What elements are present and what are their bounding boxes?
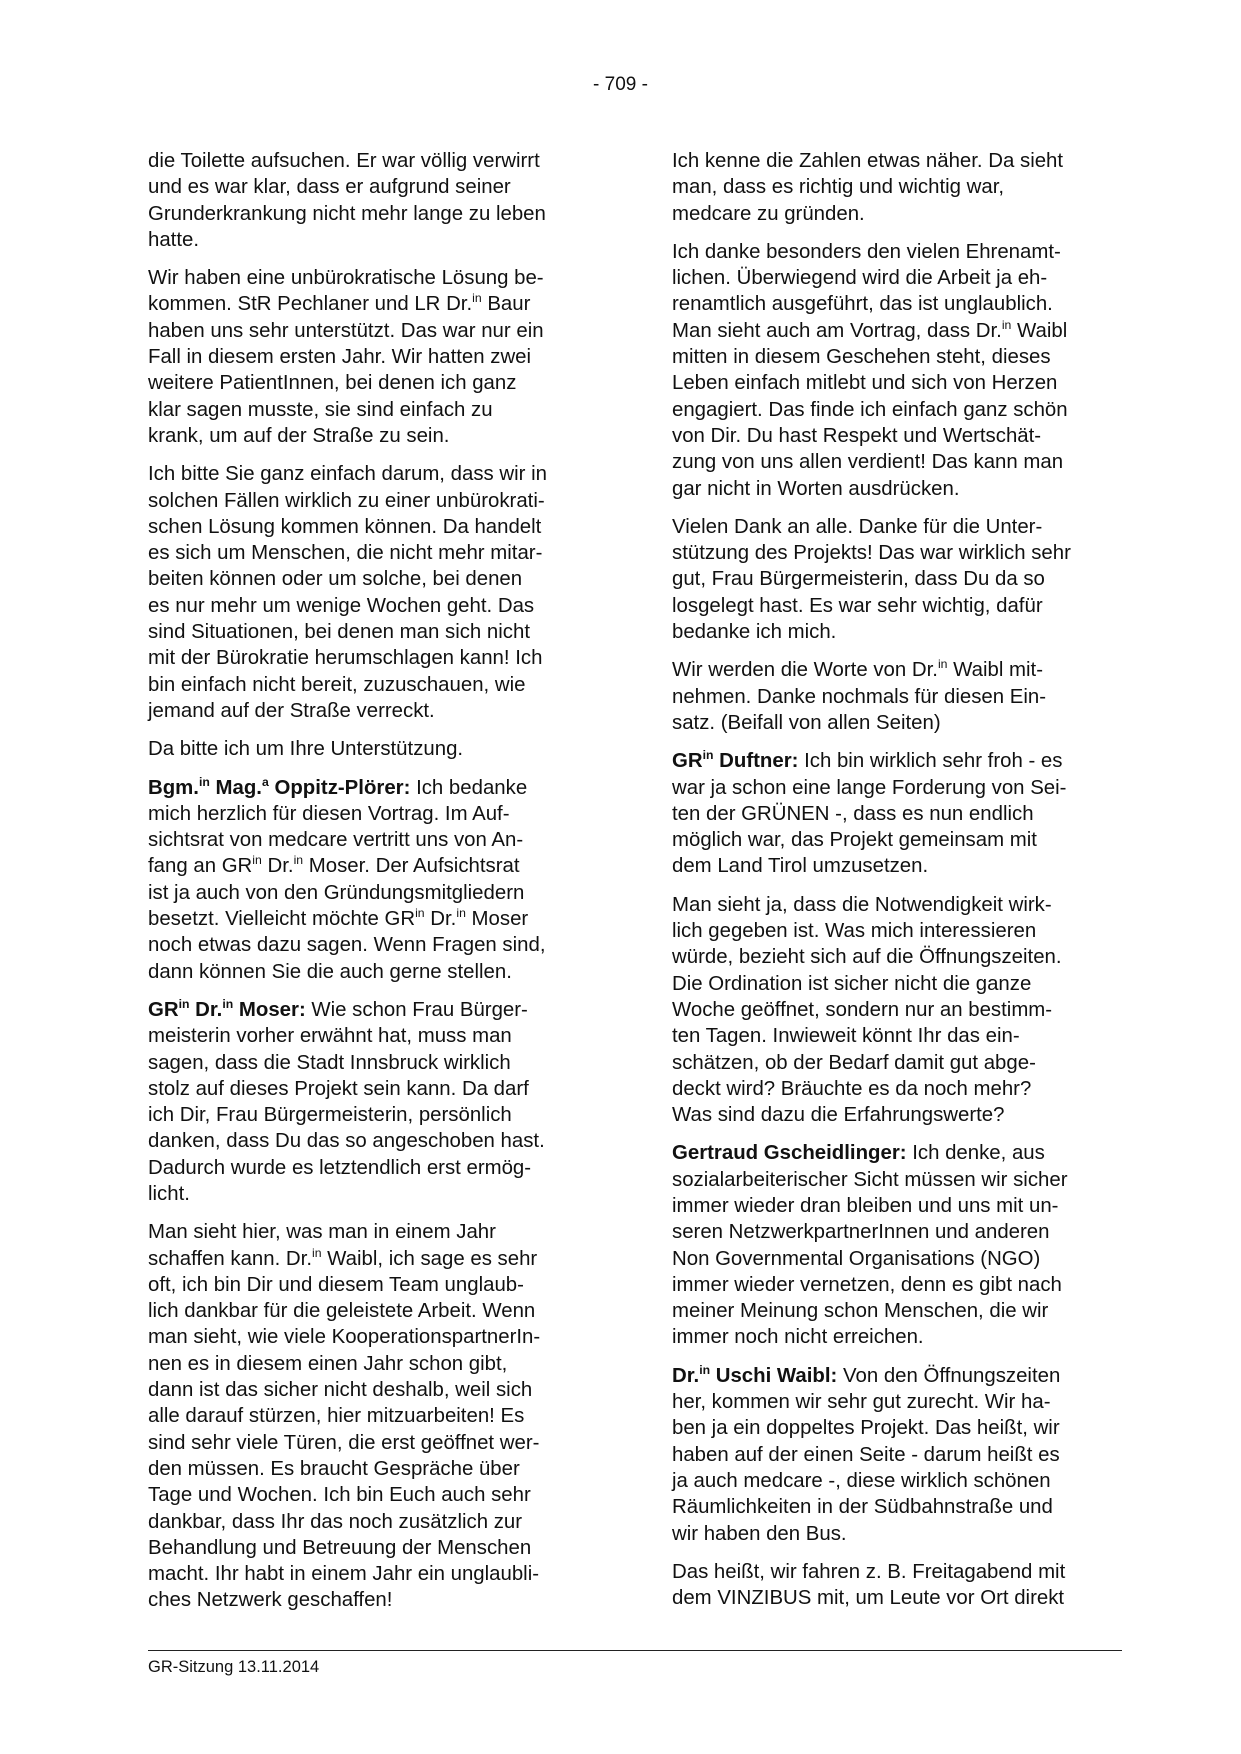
text-line: Man sieht auch am Vortrag, dass Dr. <box>672 319 1002 342</box>
text-line: hatte. <box>148 228 200 251</box>
text-line: ja auch medcare -, diese wirklich schönen <box>672 1469 1051 1492</box>
text-line: meisterin vorher erwähnt hat, muss man <box>148 1025 512 1048</box>
text-line: Baur <box>481 293 531 316</box>
text-line: den müssen. Es braucht Gespräche über <box>148 1457 520 1480</box>
text-line: es sich um Menschen, die nicht mehr mitar- <box>148 542 543 565</box>
text-line: Wir werden die Worte von Dr. <box>672 659 938 682</box>
text-line: Wir haben eine unbürokratische Lösung be- <box>148 267 544 290</box>
speaker-name: Gertraud Gscheidlinger: <box>672 1142 907 1165</box>
text-line: krank, um auf der Straße zu sein. <box>148 424 450 447</box>
text-line: kommen. StR Pechlaner und LR Dr. <box>148 293 473 316</box>
text-line: Leben einfach mitlebt und sich von Herzen <box>672 372 1058 395</box>
text-line: stützung des Projekts! Das war wirklich sehr <box>672 542 1071 565</box>
text-line: dankbar, dass Ihr das noch zusätzlich zur <box>148 1510 523 1533</box>
text-line: Waibl <box>1011 319 1068 342</box>
paragraph <box>672 148 1117 227</box>
text-line: Von den Öffnungszeiten <box>837 1364 1061 1387</box>
text-line: Woche geöffnet, sondern nur an bestimm- <box>672 998 1053 1021</box>
text-line: Ich kenne die Zahlen etwas näher. Da sieht <box>672 150 1064 172</box>
paragraph <box>672 514 1117 645</box>
text-line: danken, dass Du das so angeschoben hast. <box>148 1130 545 1153</box>
text-line: Ich denke, aus <box>906 1142 1045 1165</box>
text-line: beiten können oder um solche, bei denen <box>148 568 523 591</box>
speaker-paragraph <box>672 748 1117 879</box>
text-line: Behandlung und Betreuung der Menschen <box>148 1536 532 1559</box>
text-line: medcare zu gründen. <box>672 202 865 225</box>
paragraph <box>148 148 593 253</box>
footer-text: GR-Sitzung 13.11.2014 <box>148 1658 320 1676</box>
paragraph <box>672 1559 1117 1612</box>
paragraph <box>148 1219 593 1613</box>
text-line: immer noch nicht erreichen. <box>672 1326 924 1349</box>
text-line: lichen. Überwiegend wird die Arbeit ja eh- <box>672 267 1048 290</box>
text-line: licht. <box>148 1182 190 1205</box>
text-line: ist ja auch von den Gründungsmitgliedern <box>148 881 525 904</box>
text-line: Die Ordination ist sicher nicht die ganze <box>672 972 1032 995</box>
text-line: Non Governmental Organisations (NGO) <box>672 1247 1041 1270</box>
text-line: fang an GR <box>148 855 253 878</box>
text-line: immer wieder vernetzen, denn es gibt nach <box>672 1273 1062 1296</box>
text-line: bin einfach nicht bereit, zuzuschauen, wie <box>148 673 526 696</box>
text-line: Vielen Dank an alle. Danke für die Unter- <box>672 515 1043 538</box>
text-line: sind Situationen, bei denen man sich nicht <box>148 621 531 644</box>
text-line: noch etwas dazu sagen. Wenn Fragen sind, <box>148 934 546 957</box>
text-line: losgelegt hast. Es war sehr wichtig, dafür <box>672 594 1043 617</box>
text-line: Da bitte ich um Ihre Unterstützung. <box>148 738 464 761</box>
text-line: Fall in diesem ersten Jahr. Wir hatten zwei <box>148 346 532 369</box>
page-number: - 709 - <box>593 74 648 95</box>
text-line: besetzt. Vielleicht möchte GR <box>148 908 416 931</box>
text-line: mit der Bürokratie herumschlagen kann! Ich <box>148 647 543 670</box>
text-line: Man sieht ja, dass die Notwendigkeit wirk- <box>672 893 1052 916</box>
text-line: lich dankbar für die geleistete Arbeit. Wenn <box>148 1300 536 1323</box>
text-line: es nur mehr um wenige Wochen geht. Das <box>148 594 535 617</box>
text-line: mitten in diesem Geschehen steht, dieses <box>672 346 1051 369</box>
speaker-paragraph <box>148 775 593 985</box>
text-line: Ich bedanke <box>410 776 528 799</box>
text-line: und es war klar, dass er aufgrund seiner <box>148 176 511 199</box>
speaker-paragraph <box>672 1140 1117 1350</box>
text-line: Waibl mit- <box>947 659 1043 682</box>
text-line: jemand auf der Straße verreckt. <box>148 699 435 722</box>
text-line: satz. (Beifall von allen Seiten) <box>672 711 941 734</box>
text-line: Wie schon Frau Bürger- <box>305 998 528 1021</box>
text-line: Waibl, ich sage es sehr <box>321 1247 538 1270</box>
superscript: in <box>1001 317 1012 332</box>
text-line: sichtsrat von medcare vertritt uns von An- <box>148 829 524 852</box>
text-line: mich herzlich für diesen Vortrag. Im Auf- <box>148 802 510 825</box>
text-line: schätzen, ob der Bedarf damit gut abge- <box>672 1051 1036 1074</box>
text-line: Räumlichkeiten in der Südbahnstraße und <box>672 1496 1053 1519</box>
superscript: in <box>293 853 304 868</box>
paragraph <box>672 239 1117 502</box>
text-line: dem VINZIBUS mit, um Leute vor Ort direkt <box>672 1587 1065 1610</box>
paragraph <box>672 892 1117 1129</box>
paragraph <box>672 657 1117 736</box>
text-line: gar nicht in Worten ausdrücken. <box>672 477 960 500</box>
superscript: in <box>415 906 425 921</box>
text-line: Ich bitte Sie ganz einfach darum, dass wir in <box>148 463 547 486</box>
text-line: seren NetzwerkpartnerInnen und anderen <box>672 1221 1050 1244</box>
text-line: dann können Sie die auch gerne stellen. <box>148 960 512 983</box>
text-line: zung von uns allen verdient! Das kann man <box>672 451 1064 474</box>
text-line: Dr. <box>424 908 457 931</box>
paragraph <box>148 461 593 724</box>
text-line: ten der GRÜNEN -, dass es nun endlich <box>672 802 1034 825</box>
text-line: ben ja ein doppeltes Projekt. Das heißt, wir <box>672 1417 1060 1440</box>
text-line: schen Lösung kommen können. Da handelt <box>148 515 542 538</box>
text-line: die Toilette aufsuchen. Er war völlig verwirrt <box>148 150 540 172</box>
speaker-paragraph <box>672 1363 1117 1547</box>
text-line: nehmen. Danke nochmals für diesen Ein- <box>672 685 1047 708</box>
text-line: oft, ich bin Dir und diesem Team unglaub- <box>148 1273 524 1296</box>
text-line: von Dir. Du hast Respekt und Wertschät- <box>672 424 1042 447</box>
text-line: dann ist das sicher nicht deshalb, weil sich <box>148 1379 533 1402</box>
text-line: Grunderkrankung nicht mehr lange zu leben <box>148 202 546 225</box>
text-line: renamtlich ausgeführt, das ist unglaublich. <box>672 293 1053 316</box>
text-line: möglich war, das Projekt gemeinsam mit <box>672 829 1037 852</box>
speaker-name: Dr.$^{in}$ Uschi Waibl: <box>672 1362 838 1387</box>
text-line: Was sind dazu die Erfahrungswerte? <box>672 1104 1005 1127</box>
text-line: schaffen kann. Dr. <box>148 1247 312 1270</box>
text-line: war ja schon eine lange Forderung von Sei- <box>672 776 1067 799</box>
superscript: in <box>472 291 482 306</box>
text-line: solchen Fällen wirklich zu einer unbürokrati- <box>148 489 545 512</box>
text-line: alle darauf stürzen, hier mitzuarbeiten! Es <box>148 1405 525 1428</box>
right-column <box>672 148 1117 1611</box>
text-line: sind sehr viele Türen, die erst geöffnet wer- <box>148 1431 540 1454</box>
text-line: Moser. Der Aufsichtsrat <box>303 855 520 878</box>
text-line: sozialarbeiterischer Sicht müssen wir sicher <box>672 1168 1068 1191</box>
left-column <box>148 148 593 1614</box>
text-line: haben uns sehr unterstützt. Das war nur ein <box>148 319 544 342</box>
superscript: in <box>937 657 948 672</box>
text-line: meiner Meinung schon Menschen, die wir <box>672 1300 1049 1323</box>
text-line: ten Tagen. Inwieweit könnt Ihr das ein- <box>672 1025 1020 1048</box>
speaker-name: Bgm.$^{in}$ Mag.$^a$ Oppitz-Plörer: <box>148 774 411 799</box>
text-line: Tage und Wochen. Ich bin Euch auch sehr <box>148 1484 531 1507</box>
text-line: Das heißt, wir fahren z. B. Freitagabend mit <box>672 1560 1066 1583</box>
text-line: her, kommen wir sehr gut zurecht. Wir ha- <box>672 1391 1051 1414</box>
text-line: gut, Frau Bürgermeisterin, dass Du da so <box>672 568 1045 591</box>
text-line: Ich bin wirklich sehr froh - es <box>798 750 1063 773</box>
speaker-name: $GR^{in}$ Duftner: <box>672 748 799 773</box>
superscript: in <box>456 906 466 921</box>
text-line: klar sagen musste, sie sind einfach zu <box>148 398 493 421</box>
text-line: Dadurch wurde es letztendlich erst ermög- <box>148 1156 532 1179</box>
text-line: stolz auf dieses Projekt sein kann. Da darf <box>148 1077 529 1100</box>
paragraph <box>148 265 593 449</box>
text-line: Man sieht hier, was man in einem Jahr <box>148 1221 496 1244</box>
superscript: in <box>311 1245 322 1260</box>
speaker-paragraph <box>148 997 593 1207</box>
text-line: nen es in diesem einen Jahr schon gibt, <box>148 1352 508 1375</box>
text-line: immer wieder dran bleiben und uns mit un- <box>672 1194 1059 1217</box>
text-line: Moser <box>465 908 529 931</box>
text-line: sagen, dass die Stadt Innsbruck wirklich <box>148 1051 511 1074</box>
text-line: bedanke ich mich. <box>672 621 837 644</box>
text-line: man sieht, wie viele KooperationspartnerIn- <box>148 1326 541 1349</box>
text-line: weitere PatientInnen, bei denen ich ganz <box>148 372 517 395</box>
text-line: deckt wird? Bräuchte es da noch mehr? <box>672 1077 1032 1100</box>
speaker-name: $GR^{in}$ Dr.$^{in}$ Moser: <box>148 996 306 1021</box>
text-line: Ich danke besonders den vielen Ehrenamt- <box>672 240 1061 263</box>
text-line: man, dass es richtig und wichtig war, <box>672 176 1005 199</box>
text-line: dem Land Tirol umzusetzen. <box>672 855 929 878</box>
footer-divider <box>148 1650 1122 1651</box>
paragraph <box>148 736 593 762</box>
text-line: haben auf der einen Seite - darum heißt es <box>672 1443 1060 1466</box>
text-line: engagiert. Das finde ich einfach ganz schön <box>672 398 1068 421</box>
text-line: würde, bezieht sich auf die Öffnungszeiten. <box>672 946 1062 969</box>
text-line: wir haben den Bus. <box>672 1522 847 1545</box>
superscript: in <box>252 853 262 868</box>
text-line: ich Dir, Frau Bürgermeisterin, persönlich <box>148 1104 512 1127</box>
text-line: lich gegeben ist. Was mich interessieren <box>672 920 1037 943</box>
text-line: Dr. <box>261 855 294 878</box>
text-line: macht. Ihr habt in einem Jahr ein unglaubli- <box>148 1563 540 1586</box>
text-line: ches Netzwerk geschaffen! <box>148 1589 393 1612</box>
